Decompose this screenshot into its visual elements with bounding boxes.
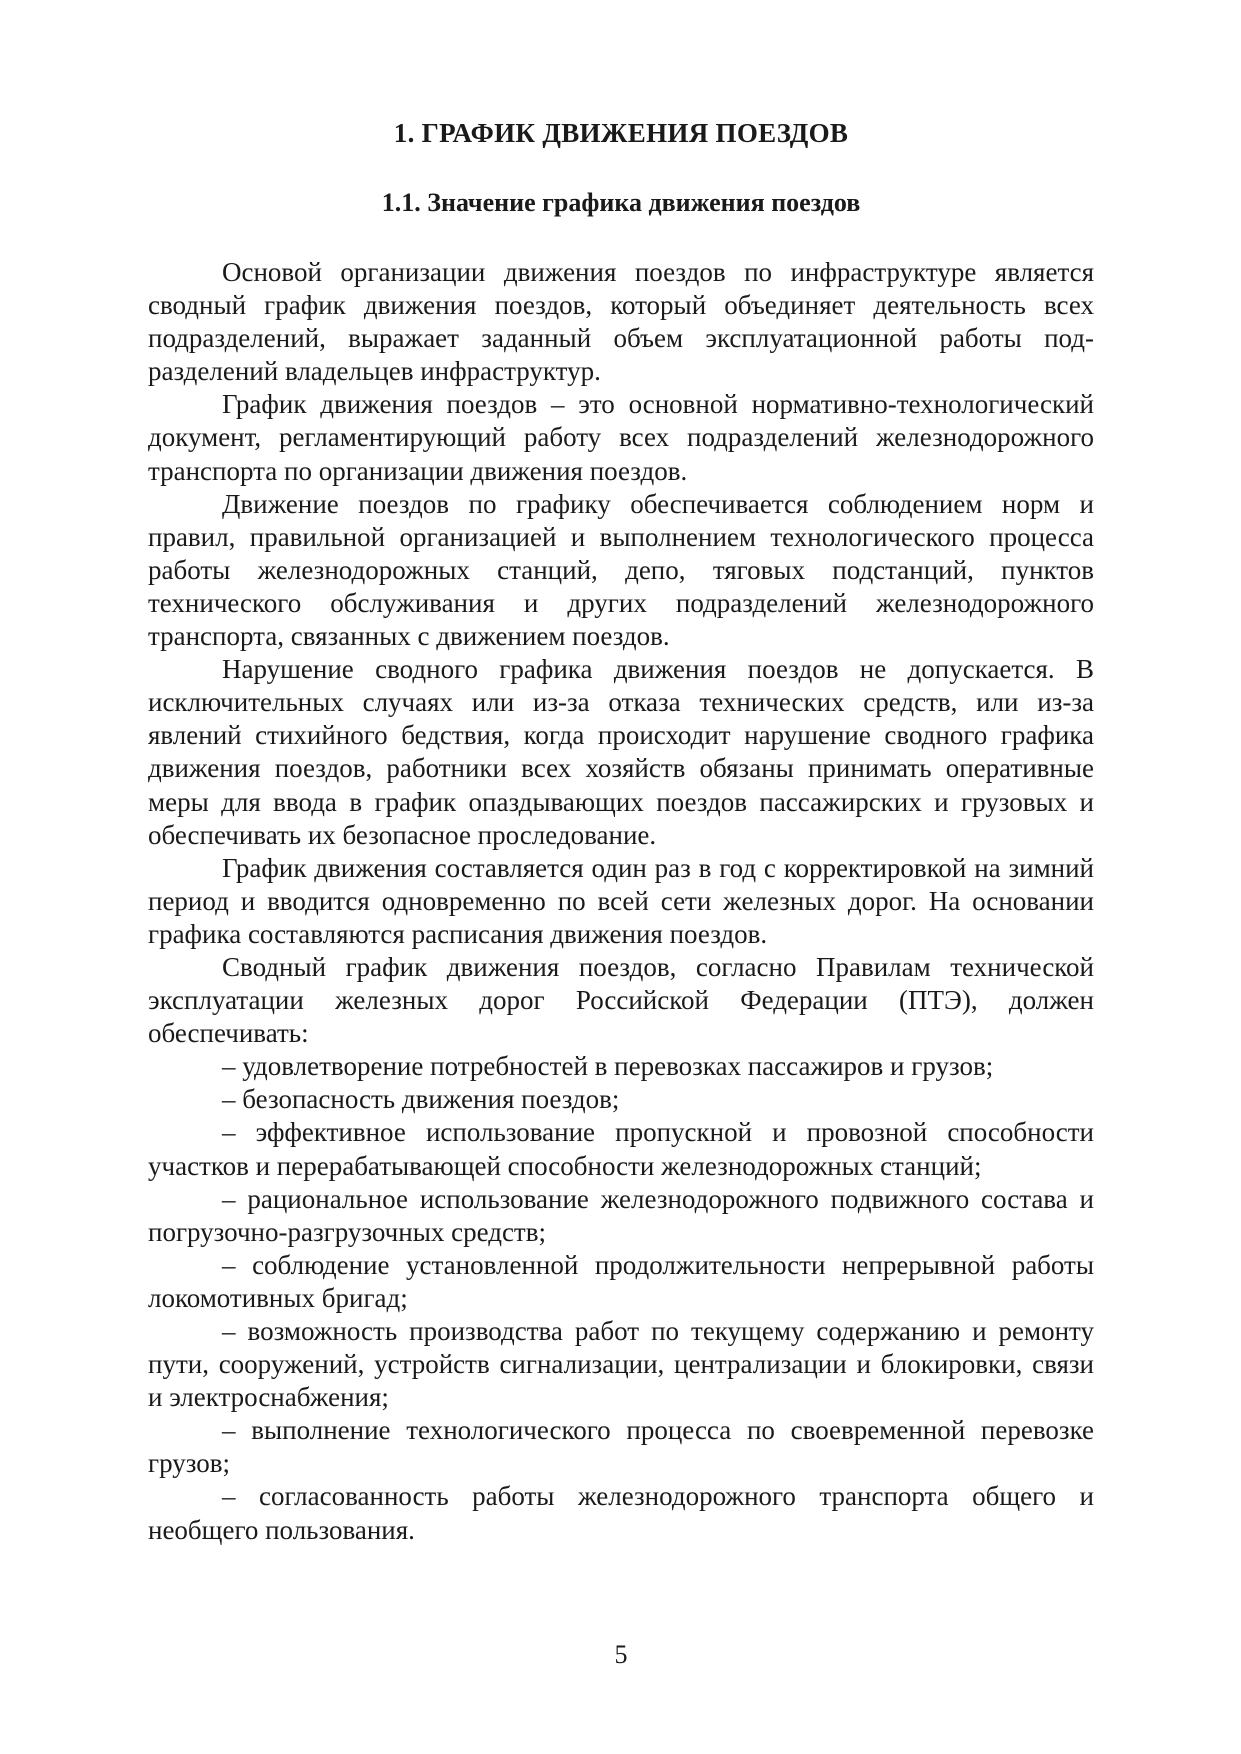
paragraph: Нарушение сводного графика движения поездов не допускается. В исключительных случаях или из-за отказа технических средств, или из-за явлений стихийного бедствия, когда происходит нарушение сводного графика движения поездов, работники всех хозяйств обязаны принимать оперативные меры для ввода в график опаздывающих поездов пассажирских и грузовых и обеспечивать их безопасное проследование. — [148, 654, 1094, 850]
paragraph: График движения поездов – это основной нормативно-технологический документ, регламентирующий работу всех подразделений железнодорожного транспорта по организации движения поездов. — [148, 389, 1094, 486]
list-item: – безопасность движения поездов; — [222, 1084, 620, 1115]
list-item: – эффективное использование пропускной и провозной способности участков и перерабатывающей способности железнодорожных станций; — [148, 1117, 1094, 1181]
list-item: – выполнение технологического процесса по своевременной перевозке грузов; — [148, 1415, 1094, 1479]
list-item: – соблюдение установленной продолжительности непрерывной работы локомотивных бригад; — [148, 1249, 1094, 1313]
paragraph: Основой организации движения поездов по инфраструктуре является сводный график движения поездов, который объединяет деятельность всех подразделений, выражает заданный объем эксплуатационной работы подразделений владельцев инфраструктур. — [148, 257, 1094, 387]
paragraph: График движения составляется один раз в год с корректировкой на зимний период и вводится одновременно по всей сети железных дорог. На основании графика составляются расписания движения поездов. — [148, 852, 1094, 949]
body-text — [148, 256, 1094, 1547]
list-item: – согласованность работы железнодорожного транспорта общего и необщего пользования. — [148, 1481, 1094, 1545]
paragraph: Движение поездов по графику обеспечивается соблюдением норм и правил, правильной организацией и выполнением технологического процесса работы железнодорожных станций, депо, тяговых подстанций, пунктов технического обслуживания и других подразделений железнодорожного транспорта, связанных с движением поездов. — [148, 488, 1094, 652]
section-title: 1.1. Значение графика движения поездов — [381, 188, 861, 217]
paragraph: Сводный график движения поездов, согласно Правилам технической эксплуатации железных дорог Российской Федерации (ПТЭ), должен обеспечивать: — [148, 951, 1094, 1049]
list-item: – удовлетворение потребностей в перевозках пассажиров и грузов; — [222, 1051, 994, 1082]
list-item: – рациональное использование железнодорожного подвижного состава и погрузочно-разгрузочных средств; — [148, 1183, 1094, 1247]
chapter-title: 1. ГРАФИК ДВИЖЕНИЯ ПОЕЗДОВ — [393, 118, 849, 148]
list-item: – возможность производства работ по текущему содержанию и ремонту пути, сооружений, устройств сигнализации, централизации и блокировки, связи и электроснабжения; — [148, 1316, 1094, 1413]
page-number: 5 — [614, 1640, 628, 1669]
